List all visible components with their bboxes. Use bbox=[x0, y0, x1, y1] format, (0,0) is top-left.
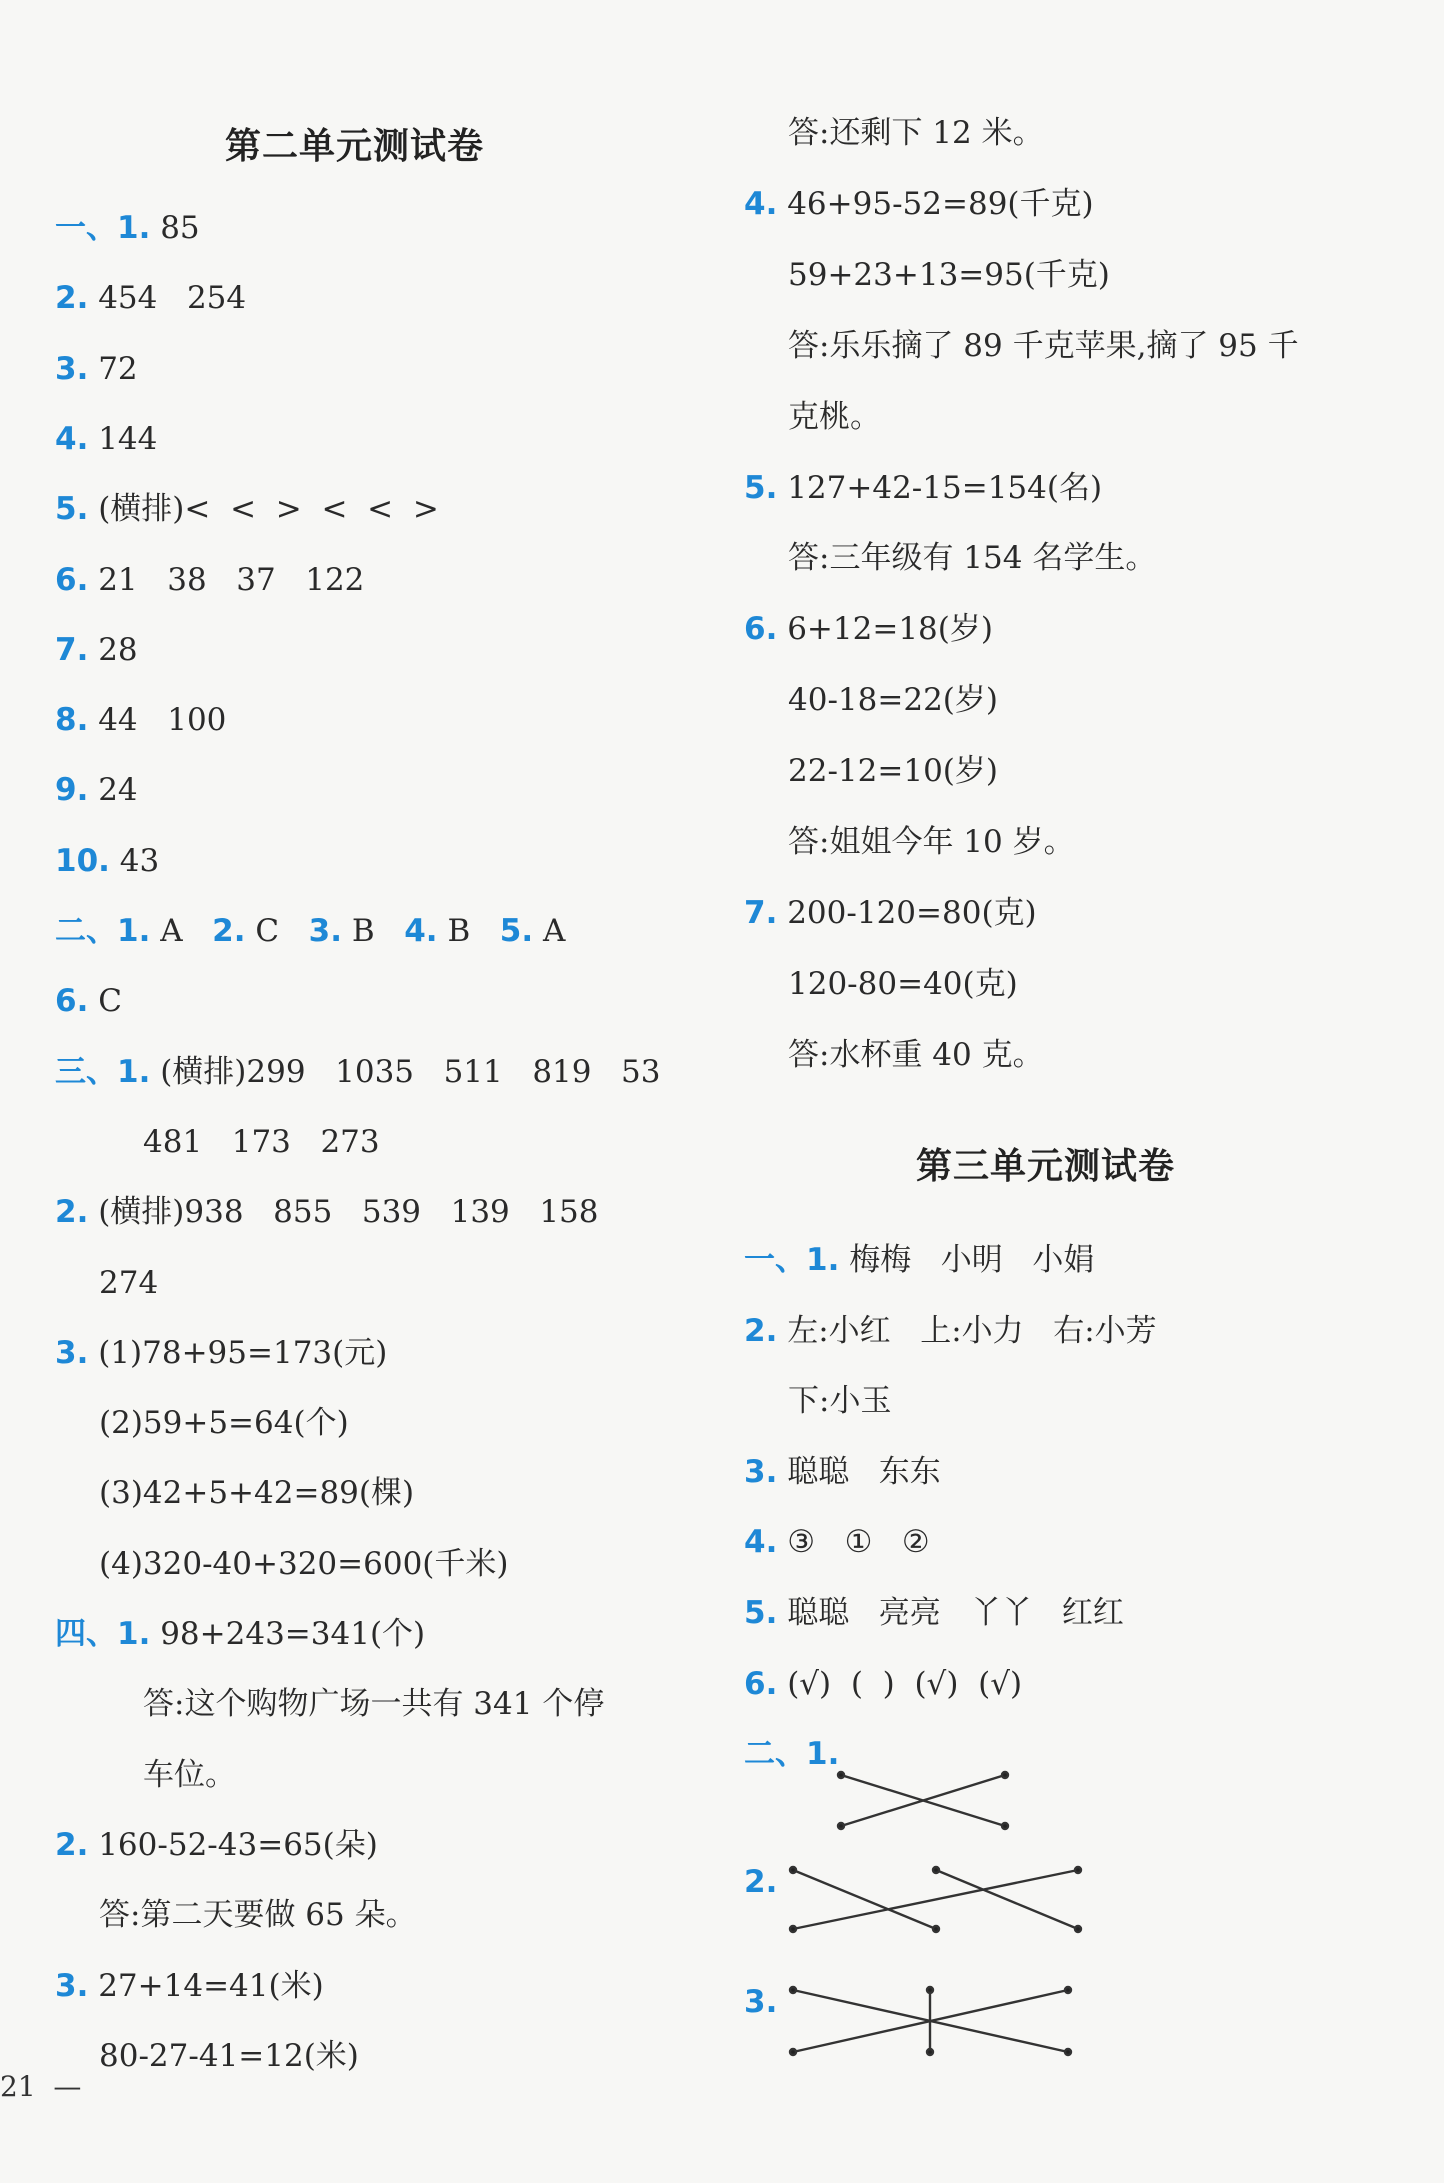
question-number: 一、1. bbox=[55, 210, 151, 246]
page-number: 21 — bbox=[0, 2070, 82, 2103]
answer-text: 59+23+13=95(千克) bbox=[788, 256, 1110, 293]
answer-line bbox=[55, 489, 439, 529]
answer-text: 120-80=40(克) bbox=[788, 965, 1018, 1002]
answer-text: 24 bbox=[88, 772, 138, 809]
question-number: 9. bbox=[55, 772, 89, 809]
answer-line bbox=[99, 1263, 158, 1303]
answer-line bbox=[55, 1192, 599, 1232]
answer-text: 127+42-15=154(名) bbox=[777, 469, 1103, 506]
question-number: 2. bbox=[744, 1312, 778, 1349]
question-number: 6. bbox=[744, 1665, 778, 1702]
answer-text: A bbox=[533, 913, 566, 949]
question-number: 5. bbox=[499, 913, 534, 949]
answer-line bbox=[55, 349, 138, 389]
answer-text: 481 173 273 bbox=[143, 1123, 380, 1160]
answer-line bbox=[99, 1544, 508, 1584]
unit3-title: 第三单元测试卷 bbox=[916, 1146, 1176, 1187]
answer-text: C bbox=[245, 913, 280, 949]
answer-text: 80-27-41=12(米) bbox=[99, 2037, 359, 2074]
question-number: 二、1. bbox=[744, 1736, 840, 1773]
answer-line bbox=[55, 419, 157, 459]
question-number: 2. bbox=[55, 1194, 89, 1231]
question-number: 2. bbox=[55, 1826, 89, 1863]
answer-text: ③ ① ② bbox=[777, 1524, 930, 1561]
match-diagram-2 bbox=[790, 1867, 1081, 1932]
answer-line bbox=[55, 278, 246, 318]
answer-text: (3)42+5+42=89(棵) bbox=[99, 1475, 415, 1512]
answer-text: 454 254 bbox=[88, 280, 247, 317]
answer-text: 274 bbox=[99, 1264, 159, 1301]
question-number: 2. bbox=[55, 280, 89, 317]
match-diagram-1 bbox=[838, 1772, 1008, 1829]
answer-text: (√) ( ) (√) (√) bbox=[777, 1665, 1023, 1702]
question-number: 3. bbox=[55, 1334, 89, 1371]
answer-line bbox=[143, 1755, 236, 1795]
answer-text: 27+14=41(米) bbox=[88, 1967, 324, 2004]
answer-text: 43 bbox=[109, 842, 160, 879]
answer-text: 160-52-43=65(朵) bbox=[88, 1826, 378, 1863]
answer-line bbox=[55, 911, 565, 951]
question-number: 7. bbox=[744, 894, 778, 931]
answer-text: 6+12=18(岁) bbox=[777, 611, 993, 648]
answer-text: 聪聪 东东 bbox=[777, 1453, 941, 1490]
question-number: 三、1. bbox=[55, 1053, 151, 1090]
answer-line bbox=[99, 1403, 349, 1443]
question-number: 4. bbox=[55, 420, 89, 457]
question-number: 3. bbox=[308, 913, 343, 949]
question-number: 7. bbox=[55, 631, 89, 668]
question-number: 6. bbox=[55, 561, 89, 598]
question-number: 四、1. bbox=[55, 1616, 151, 1652]
answer-text: (横排)< < > < < > bbox=[88, 491, 439, 528]
question-number: 3. bbox=[744, 1984, 778, 2020]
answer-text: 答:第二天要做 65 朵。 bbox=[99, 1897, 417, 1934]
answer-text: 下:小玉 bbox=[788, 1383, 892, 1420]
question-number: 5. bbox=[744, 469, 778, 506]
question-number: 4. bbox=[744, 185, 778, 222]
answer-line bbox=[55, 1825, 378, 1865]
answer-text: 22-12=10(岁) bbox=[788, 753, 998, 790]
answer-text: 答:还剩下 12 米。 bbox=[788, 115, 1044, 151]
question-number: 5. bbox=[744, 1595, 778, 1631]
answer-line bbox=[55, 841, 159, 881]
answer-line bbox=[55, 560, 364, 600]
answer-text: 28 bbox=[88, 631, 138, 668]
answer-text: 克桃。 bbox=[788, 398, 881, 435]
question-number: 4. bbox=[744, 1524, 778, 1561]
answer-line bbox=[55, 981, 122, 1021]
answer-text: 72 bbox=[88, 350, 138, 387]
answer-text: A bbox=[150, 913, 183, 949]
answer-line bbox=[55, 1333, 387, 1373]
question-number: 10. bbox=[55, 842, 110, 879]
question-number: 5. bbox=[55, 491, 89, 528]
answer-text: 答:这个购物广场一共有 341 个停 bbox=[143, 1686, 605, 1723]
answer-text: (1)78+95=173(元) bbox=[88, 1334, 388, 1371]
question-number: 4. bbox=[404, 913, 438, 949]
answer-line bbox=[55, 208, 200, 248]
answer-text: 40-18=22(岁) bbox=[788, 682, 998, 719]
answer-line bbox=[99, 1895, 417, 1935]
answer-text: (2)59+5=64(个) bbox=[99, 1405, 349, 1442]
question-number: 2. bbox=[744, 1864, 778, 1900]
answer-text: 梅梅 小明 小娟 bbox=[839, 1242, 1095, 1278]
answer-line bbox=[55, 700, 226, 740]
answer-text: (横排)299 1035 511 819 53 bbox=[150, 1053, 661, 1090]
answer-text: 聪聪 亮亮 丫丫 红红 bbox=[777, 1595, 1124, 1631]
question-number: 3. bbox=[55, 1967, 89, 2004]
answer-text: 46+95-52=89(千克) bbox=[777, 185, 1094, 222]
answer-text: B bbox=[437, 913, 471, 949]
question-number: 2. bbox=[212, 913, 246, 949]
answer-line bbox=[55, 630, 138, 670]
answer-line bbox=[55, 770, 138, 810]
answer-line bbox=[55, 1614, 425, 1654]
answer-line bbox=[143, 1684, 604, 1724]
answer-text: (4)320-40+320=600(千米) bbox=[99, 1545, 509, 1582]
answer-text: C bbox=[88, 983, 122, 1020]
answer-text: 200-120=80(克) bbox=[777, 894, 1037, 931]
answer-text: 车位。 bbox=[143, 1756, 236, 1793]
question-number: 6. bbox=[744, 611, 778, 648]
answer-line bbox=[55, 1052, 661, 1092]
answer-line bbox=[143, 1122, 380, 1162]
question-number: 二、1. bbox=[55, 913, 151, 949]
answer-text: 144 bbox=[88, 420, 158, 457]
answer-text: 21 38 37 122 bbox=[88, 561, 365, 598]
answer-line bbox=[99, 2036, 359, 2076]
answer-text: 答:水杯重 40 克。 bbox=[788, 1036, 1044, 1073]
answer-text: B bbox=[342, 913, 375, 949]
answer-line bbox=[55, 1966, 324, 2006]
answer-text: 44 100 bbox=[88, 702, 227, 739]
unit2-title: 第二单元测试卷 bbox=[225, 126, 485, 167]
matching-lines bbox=[700, 0, 1400, 2183]
answer-text: 答:乐乐摘了 89 千克苹果,摘了 95 千 bbox=[788, 327, 1299, 364]
answer-text: 左:小红 上:小力 右:小芳 bbox=[777, 1312, 1157, 1349]
question-number: 8. bbox=[55, 702, 89, 739]
match-diagram-3 bbox=[790, 1987, 1071, 2055]
question-number: 3. bbox=[744, 1453, 778, 1490]
answer-text: 答:三年级有 154 名学生。 bbox=[788, 540, 1157, 577]
answer-text: (横排)938 855 539 139 158 bbox=[88, 1194, 599, 1231]
answer-line bbox=[99, 1473, 414, 1513]
answer-text: 98+243=341(个) bbox=[150, 1616, 426, 1652]
answer-text: 85 bbox=[150, 210, 200, 246]
question-number: 3. bbox=[55, 350, 89, 387]
answer-text: 答:姐姐今年 10 岁。 bbox=[788, 824, 1075, 860]
question-number: 6. bbox=[55, 983, 89, 1020]
question-number: 一、1. bbox=[744, 1242, 840, 1278]
